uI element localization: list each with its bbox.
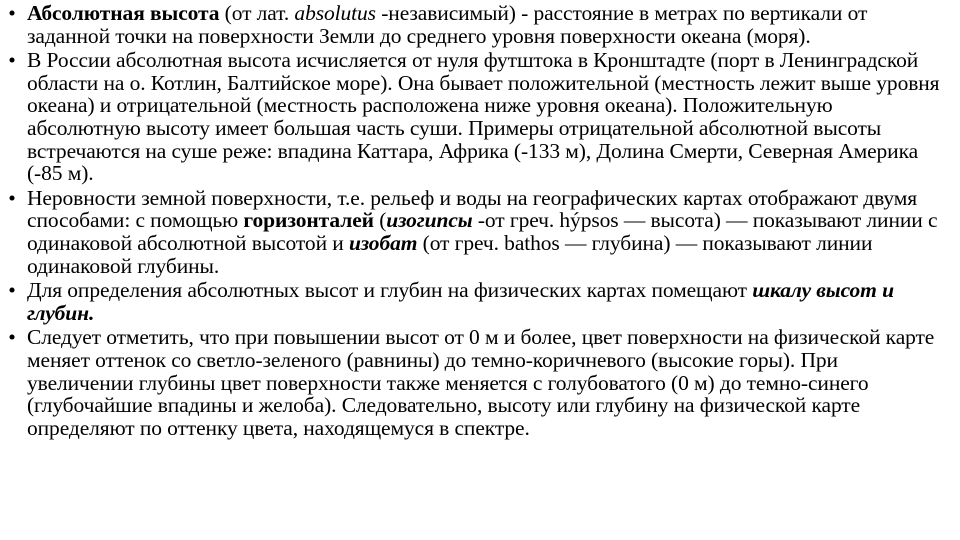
bullet-icon: • xyxy=(8,1,16,25)
text-span: (от греч. bathos — глубина) — показывают линии одинаковой глубины. xyxy=(27,230,873,278)
text-span: -независимый) - расстояние в метрах по вертикали от заданной точки на поверхности Земли до среднего уровня поверхности океана (моря). xyxy=(27,1,868,48)
term-latin: absolutus xyxy=(294,1,376,25)
bullet-icon: • xyxy=(8,278,16,303)
term-isobaths: изобат xyxy=(348,230,418,255)
text-span: Следует отметить, что при повышении высот от 0 м и более, цвет поверхности на физической карте меняет оттенок со светло-зеленого (равнины) до темно-коричневого (высокие горы). При увеличении глубины цвет поверхности также меняется с голубоватого (0 м) до темно-синего (глубочайшие впадины и желоба). Следовательно, высоту или глубину на физической карте определяют по оттенку цвета, находящемуся в спектре. xyxy=(27,325,935,440)
text-span: Для определения абсолютных высот и глубин на физических картах помещают xyxy=(27,278,753,303)
bullet-icon: • xyxy=(8,185,16,210)
term-height-depth-scale: шкалу высот и глубин. xyxy=(27,278,894,325)
text-span: (от лат. xyxy=(219,1,295,25)
bullet-icon: • xyxy=(8,48,16,73)
text-span: Неровности земной поверхности, т.е. рельеф и воды на географических картах отображают двумя способами: с помощью xyxy=(27,185,918,233)
bullet-relief-methods xyxy=(6,187,946,277)
bullet-icon: • xyxy=(8,325,16,350)
term-isohypses: изогипсы xyxy=(386,208,473,233)
text-span: ( xyxy=(373,208,387,233)
bullet-absolute-height-definition xyxy=(6,2,946,47)
text-span: -от греч. hýpsos — высота) — показывают линии с одинаковой абсолютной высотой и xyxy=(27,208,938,255)
term-absolute-height: Абсолютная высота xyxy=(27,1,220,25)
bullet-russia-reference xyxy=(6,49,946,185)
bullet-color-shading xyxy=(6,326,946,439)
bullet-list xyxy=(6,2,946,441)
bullet-scale xyxy=(6,279,946,324)
text-span: В России абсолютная высота исчисляется от нуля футштока в Кронштадте (порт в Ленинградской области на о. Котлин, Балтийское море). Она бывает положительной (местность лежит выше уровня океана) и отрицательной (местность расположена ниже уровня океана). Положительную абсолютную высоту имеет большая часть суши. Примеры отрицательной абсолютной высоты встречаются на суше реже: впадина Каттара, Африка (-133 м), Долина Смерти, Северная Америка (-85 м). xyxy=(27,48,940,186)
term-contours: горизонталей xyxy=(243,208,374,233)
